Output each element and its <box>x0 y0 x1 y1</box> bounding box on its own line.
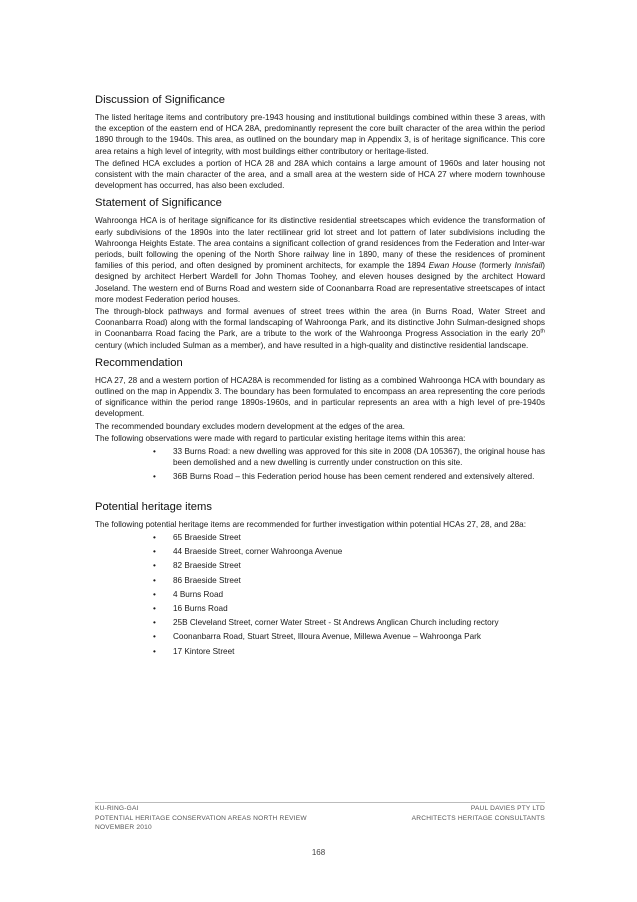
statement-paragraph-2 <box>95 306 545 351</box>
bullet-icon: • <box>153 547 156 557</box>
list-item-text: 86 Braeside Street <box>173 575 241 585</box>
statement-text: The through-block pathways and formal avenues of street trees within the area (in Burns Road, Water Street and Coonanbarra Road) along with the formal landscaping of Wahroonga Park, and its distinctive John Sulman-designed shops in Coonanbarra Road facing the Park, are a tribute to the work of the Wahroonga Progress Association in the early 20 <box>95 307 545 339</box>
bullet-icon: • <box>153 575 156 585</box>
list-item <box>95 575 545 586</box>
list-item <box>95 560 545 571</box>
potential-items-section <box>95 501 545 657</box>
statement-text: century (which included Sulman as a member), and have resulted in a high-quality and distinctive residential landscape. <box>95 340 529 350</box>
footer-row-3 <box>95 823 545 833</box>
ewan-house-name: Ewan House <box>428 261 476 271</box>
footer-council: KU-RING-GAI <box>95 805 139 812</box>
bullet-icon: • <box>153 646 156 656</box>
statement-text: ) designed by architect Herbert Wardell for John Thomas Toohey, and eleven houses designed by the architect Howard Joseland. The western end of Burns Road and western side of Coonanbarra Road are representative streetscapes of intact more modest Federation period houses. <box>95 261 545 304</box>
discussion-paragraph-1: The listed heritage items and contributory pre-1943 housing and institutional buildings combined within these 3 areas, with the exception of the eastern end of HCA 28A, predominantly represent the core built character of the area within the period 1890 through to the 1940s. This area, as outlined on the boundary map in Appendix 3, is of heritage significance. This core area retains a high level of integrity, with most buildings either contributory or heritage-listed. <box>95 113 545 156</box>
recommendation-heading: Recommendation <box>95 356 183 369</box>
list-item <box>95 589 545 600</box>
list-item-text: Coonanbarra Road, Stuart Street, Illoura Avenue, Millewa Avenue – Wahroonga Park <box>173 632 481 642</box>
bullet-icon: • <box>153 447 156 457</box>
list-item-text: 25B Cleveland Street, corner Water Street - St Andrews Anglican Church including rectory <box>173 618 499 628</box>
bullet-icon: • <box>153 632 156 642</box>
discussion-section <box>95 94 545 191</box>
statement-heading: Statement of Significance <box>95 197 222 210</box>
list-item-text: 82 Braeside Street <box>173 561 241 571</box>
recommendation-section <box>95 357 545 483</box>
list-item <box>95 446 545 468</box>
page-number: 168 <box>311 848 326 857</box>
page-footer <box>95 802 545 833</box>
footer-date: NOVEMBER 2010 <box>95 824 152 831</box>
bullet-icon: • <box>153 603 156 613</box>
document-body <box>95 94 545 663</box>
list-item-text: 65 Braeside Street <box>173 532 241 542</box>
list-item <box>95 471 545 482</box>
list-item-text: 17 Kintore Street <box>173 646 235 656</box>
list-item <box>95 546 545 557</box>
observations-list <box>95 446 545 483</box>
discussion-paragraph-2: The defined HCA excludes a portion of HCA 28 and 28A which contains a large amount of 1960s and later housing not consistent with the main character of the area, and a small area at the western side of HCA 27 where modern townhouse development has occurred, has also been excluded. <box>95 158 545 191</box>
potential-heading: Potential heritage items <box>95 500 212 513</box>
discussion-heading: Discussion of Significance <box>95 94 225 106</box>
footer-row-2 <box>95 814 545 824</box>
list-item <box>95 617 545 628</box>
list-item-text: 36B Burns Road – this Federation period house has been cement rendered and extensively altered. <box>173 472 535 482</box>
list-item-text: 44 Braeside Street, corner Wahroonga Avenue <box>173 547 343 557</box>
list-item-text: 33 Burns Road: a new dwelling was approved for this site in 2008 (DA 105367), the original house has been demolished and a new dwelling is currently under construction on this site. <box>173 447 545 468</box>
statement-text: (formerly <box>475 261 515 271</box>
potential-intro: The following potential heritage items are recommended for further investigation within potential HCAs 27, 28, and 28a: <box>95 519 526 529</box>
list-item <box>95 532 545 543</box>
statement-paragraph-1 <box>95 215 545 305</box>
footer-report-title: POTENTIAL HERITAGE CONSERVATION AREAS NORTH REVIEW <box>95 814 307 822</box>
bullet-icon: • <box>153 618 156 628</box>
bullet-icon: • <box>153 472 156 482</box>
footer-row-1 <box>95 804 545 814</box>
potential-items-list <box>95 532 545 657</box>
recommendation-paragraph-1: HCA 27, 28 and a western portion of HCA28A is recommended for listing as a combined Wahroonga HCA with boundary as outlined on the map in Appendix 3. The boundary has been formulated to encompass an area representing the core periods of significance within the period range 1890s-1960s, and in particular represents an area with a high level of pre-1940s development. <box>95 375 545 419</box>
list-item-text: 4 Burns Road <box>173 589 224 599</box>
list-item <box>95 631 545 642</box>
innisfail-name: Innisfail <box>514 261 543 271</box>
ordinal-superscript: th <box>540 328 545 335</box>
footer-firm: PAUL DAVIES PTY LTD <box>470 805 545 812</box>
bullet-icon: • <box>153 532 156 542</box>
list-item-text: 16 Burns Road <box>173 603 228 613</box>
statement-text: Wahroonga HCA is of heritage significance for its distinctive residential streetscapes which evidence the transformation of early subdivisions of the 1890s into the later rectilinear grid lot street and lot pattern of later subdivisions including the Wahroonga Heights Estate. The area contains a significant collection of grand residences from the Federation and Inter-war periods, built following the opening of the North Shore railway line in 1890, many of these the residences of prominent families of this period, and often designed by prominent architects, for example the 1894 <box>95 216 545 271</box>
list-item <box>95 646 545 657</box>
recommendation-paragraph-3: The following observations were made with regard to particular existing heritage items within this area: <box>95 433 466 443</box>
list-item <box>95 603 545 614</box>
footer-firm-role: ARCHITECTS HERITAGE CONSULTANTS <box>411 814 545 822</box>
recommendation-paragraph-2: The recommended boundary excludes modern development at the edges of the area. <box>95 421 405 431</box>
bullet-icon: • <box>153 589 156 599</box>
statement-section <box>95 197 545 350</box>
bullet-icon: • <box>153 561 156 571</box>
